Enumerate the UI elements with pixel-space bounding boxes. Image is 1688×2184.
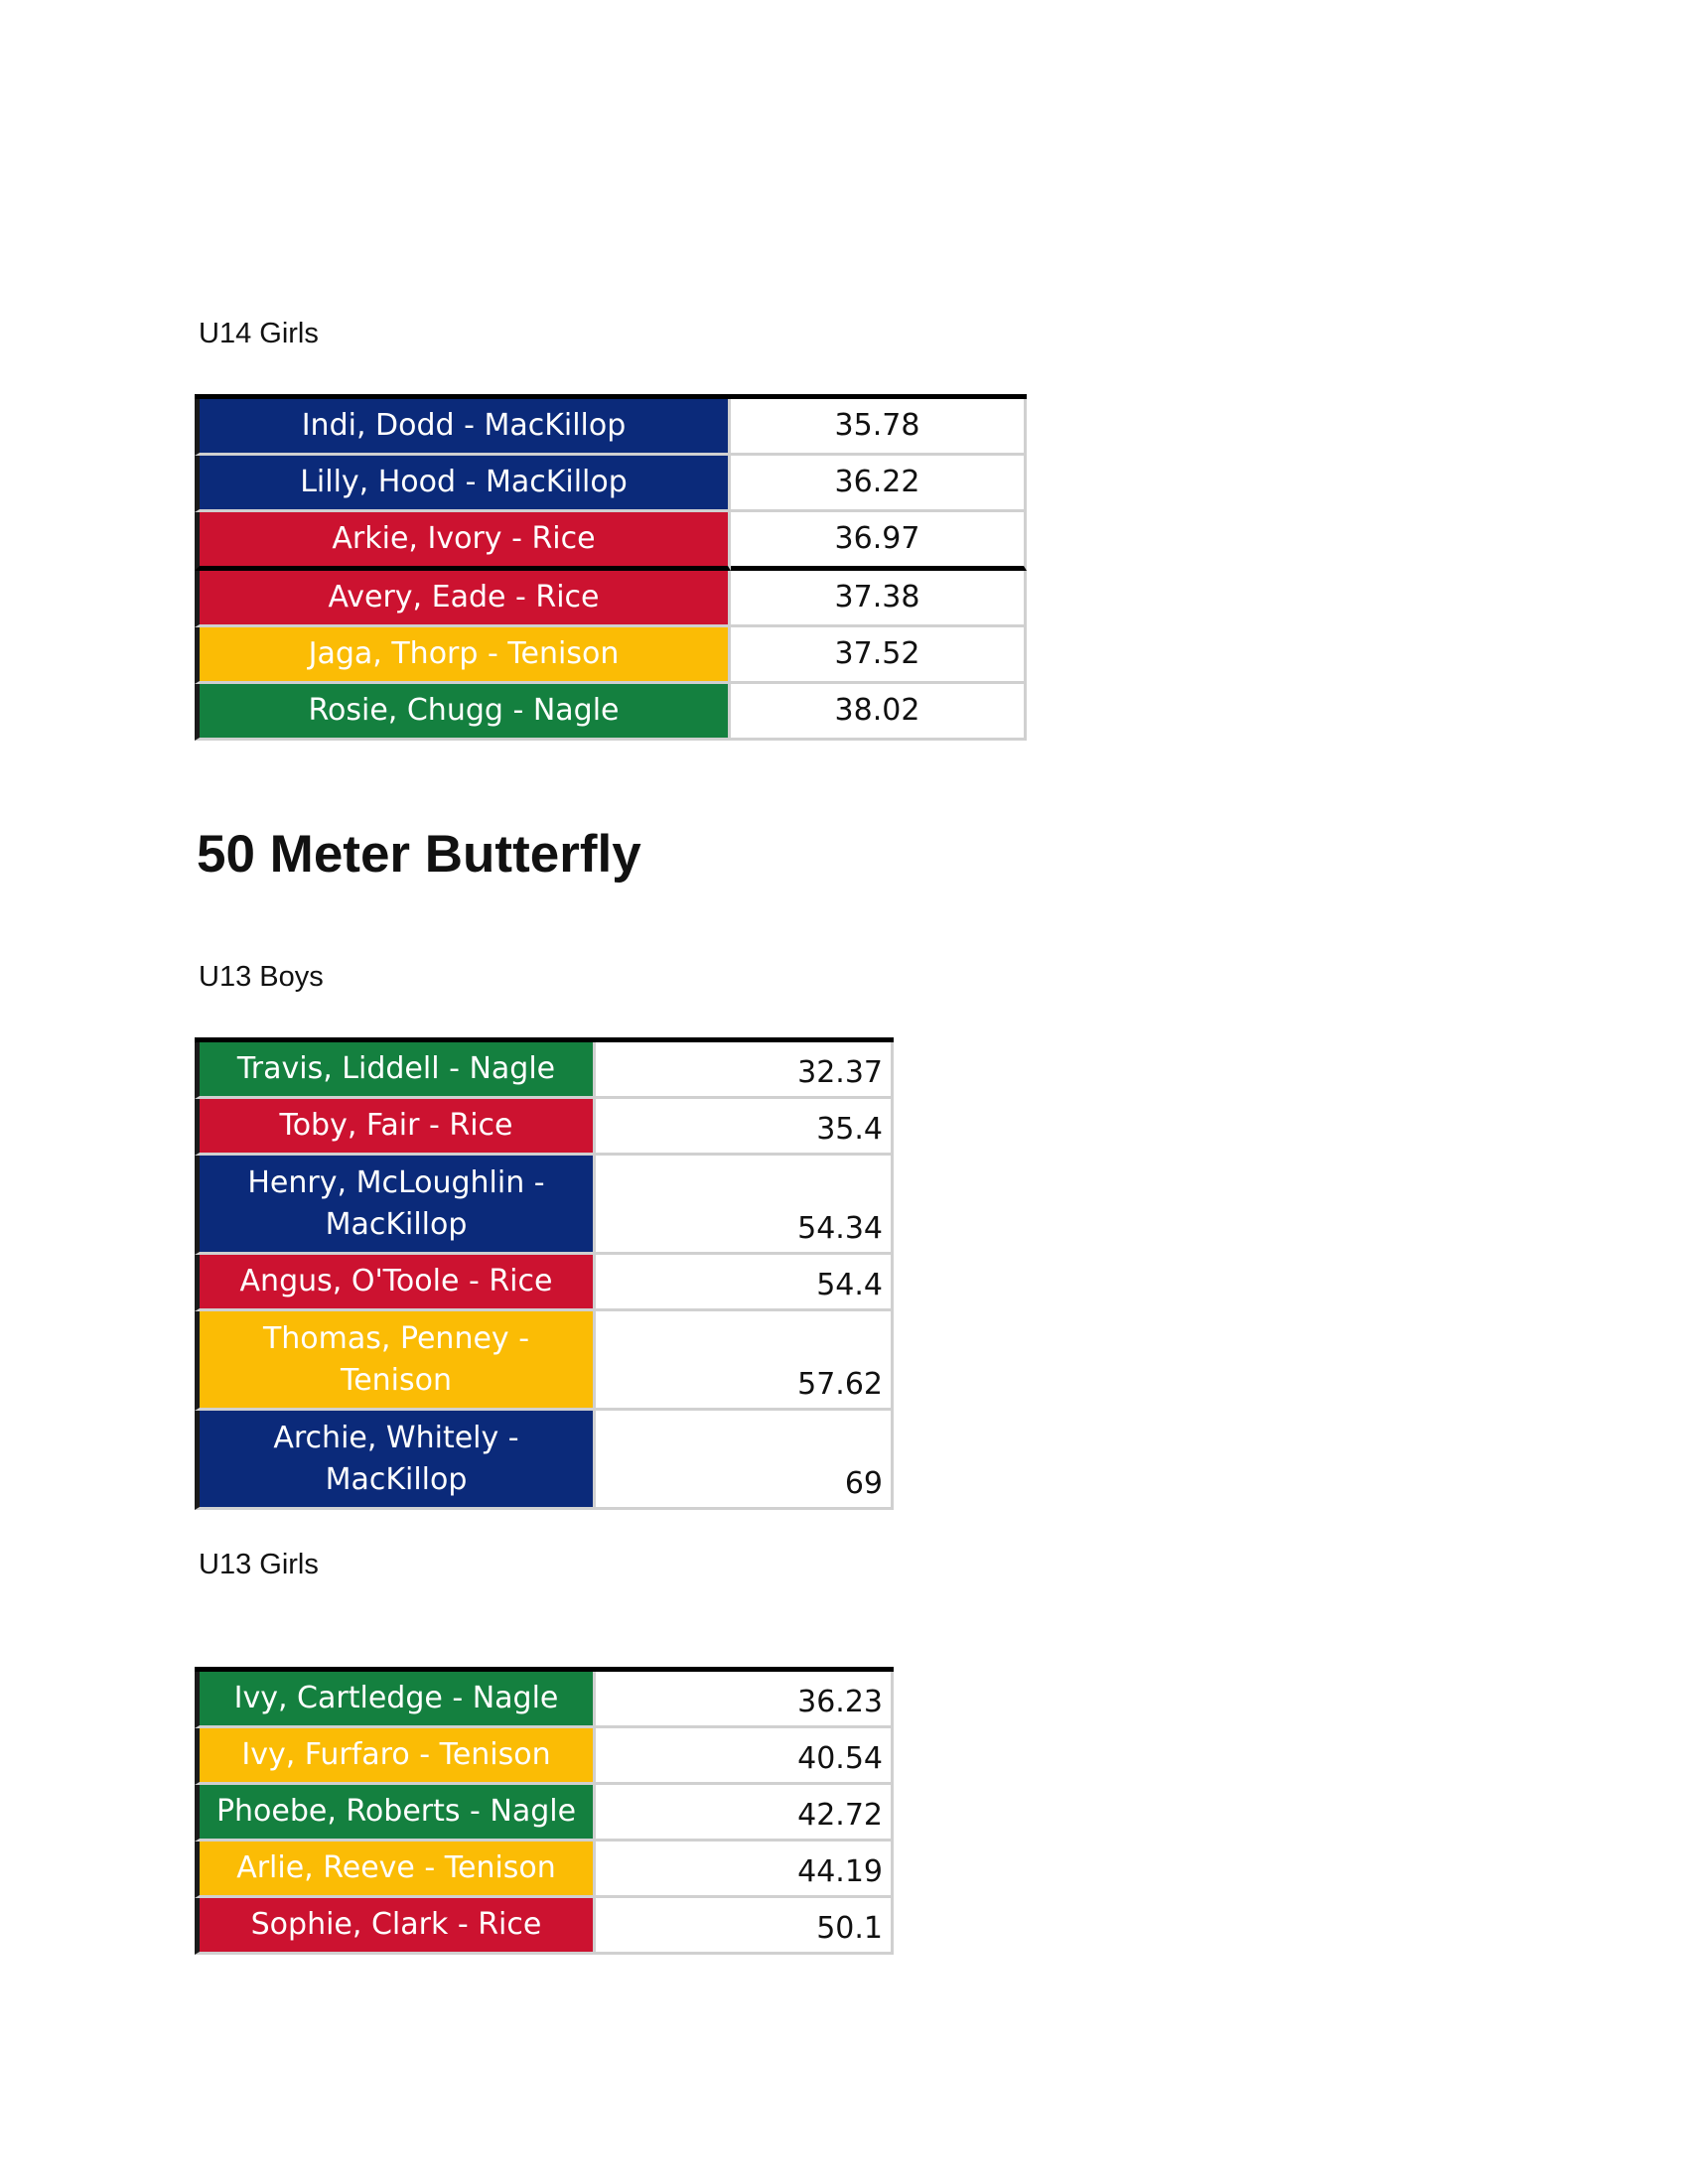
swim-time: 37.52	[731, 627, 1027, 684]
u13-girls-label: U13 Girls	[199, 1549, 319, 1580]
table-row	[195, 684, 1027, 741]
table-row	[195, 1311, 894, 1411]
swimmer-name: Thomas, Penney - Tenison	[195, 1311, 596, 1411]
table-row	[195, 1728, 894, 1785]
swimmer-name: Rosie, Chugg - Nagle	[195, 684, 731, 741]
swim-time: 57.62	[596, 1311, 894, 1411]
swim-time: 36.22	[731, 456, 1027, 512]
swim-time: 38.02	[731, 684, 1027, 741]
swimmer-name: Phoebe, Roberts - Nagle	[195, 1785, 596, 1842]
swim-time: 44.19	[596, 1842, 894, 1898]
table-row	[195, 1156, 894, 1255]
swim-time: 54.34	[596, 1156, 894, 1255]
swim-time: 40.54	[596, 1728, 894, 1785]
table-row	[195, 399, 1027, 456]
swimmer-name: Jaga, Thorp - Tenison	[195, 627, 731, 684]
swimmer-name: Travis, Liddell - Nagle	[195, 1042, 596, 1099]
swim-time: 42.72	[596, 1785, 894, 1842]
swimmer-name: Ivy, Cartledge - Nagle	[195, 1672, 596, 1728]
table-row	[195, 1099, 894, 1156]
table-row	[195, 1842, 894, 1898]
swim-time: 50.1	[596, 1898, 894, 1955]
swim-time: 35.78	[731, 399, 1027, 456]
swimmer-name: Lilly, Hood - MacKillop	[195, 456, 731, 512]
swimmer-name: Angus, O'Toole - Rice	[195, 1255, 596, 1311]
table-row	[195, 456, 1027, 512]
swim-time: 54.4	[596, 1255, 894, 1311]
swimmer-name: Henry, McLoughlin - MacKillop	[195, 1156, 596, 1255]
swim-time: 35.4	[596, 1099, 894, 1156]
table-row	[195, 1411, 894, 1510]
table-row	[195, 1898, 894, 1955]
swimmer-name: Sophie, Clark - Rice	[195, 1898, 596, 1955]
u13-boys-label: U13 Boys	[199, 961, 324, 993]
table-row	[195, 512, 1027, 571]
swimmer-name: Arkie, Ivory - Rice	[195, 512, 731, 571]
event-heading: 50 Meter Butterfly	[197, 825, 641, 884]
table-row	[195, 1255, 894, 1311]
u13-girls-table	[195, 1667, 894, 1955]
swimmer-name: Arlie, Reeve - Tenison	[195, 1842, 596, 1898]
table-row	[195, 1042, 894, 1099]
swim-time: 36.23	[596, 1672, 894, 1728]
swim-time: 69	[596, 1411, 894, 1510]
table-row	[195, 627, 1027, 684]
u14-girls-label: U14 Girls	[199, 318, 319, 349]
table-row	[195, 571, 1027, 627]
swim-time: 36.97	[731, 512, 1027, 571]
swim-time: 32.37	[596, 1042, 894, 1099]
swimmer-name: Toby, Fair - Rice	[195, 1099, 596, 1156]
u13-boys-table	[195, 1037, 894, 1510]
swim-time: 37.38	[731, 571, 1027, 627]
swimmer-name: Ivy, Furfaro - Tenison	[195, 1728, 596, 1785]
swimmer-name: Avery, Eade - Rice	[195, 571, 731, 627]
swimmer-name: Archie, Whitely - MacKillop	[195, 1411, 596, 1510]
u14-girls-table	[195, 394, 1027, 741]
table-row	[195, 1672, 894, 1728]
table-row	[195, 1785, 894, 1842]
swimmer-name: Indi, Dodd - MacKillop	[195, 399, 731, 456]
